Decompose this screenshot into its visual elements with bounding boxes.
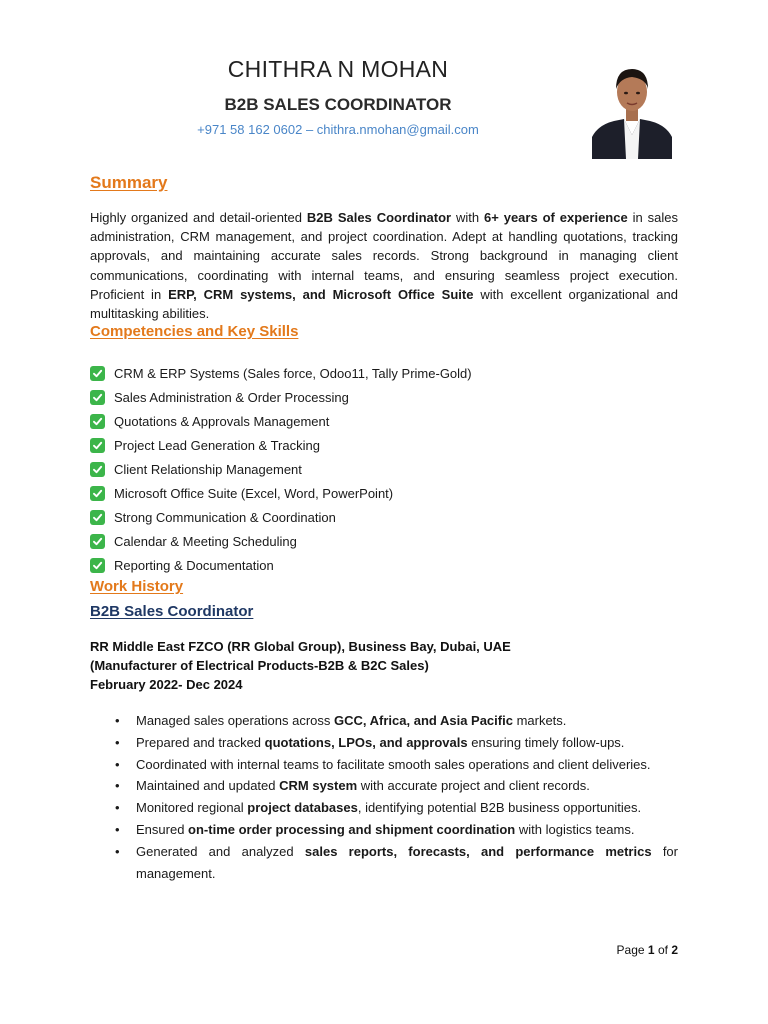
checkmark-icon (90, 534, 105, 549)
contact-line: +971 58 162 0602 – chithra.nmohan@gmail.com (197, 122, 479, 137)
duty-item (112, 754, 678, 776)
summary-heading: Summary (90, 173, 168, 192)
duty-item (112, 775, 678, 797)
summary-paragraph (90, 208, 678, 323)
summary-bold-text: B2B Sales Coordinator (306, 210, 452, 225)
bullet-icon: • (115, 778, 120, 794)
job-title: B2B Sales Coordinator (90, 603, 254, 620)
skill-item (90, 409, 472, 433)
summary-text: Highly organized and detail-oriented (90, 210, 307, 225)
duty-item (112, 797, 678, 819)
skill-item (90, 506, 472, 530)
skill-label: Quotations & Approvals Management (114, 413, 330, 429)
duties-list (112, 710, 678, 884)
skill-label: Client Relationship Management (114, 461, 302, 477)
duty-item (112, 841, 678, 885)
company-note: (Manufacturer of Electrical Products-B2B & B2C Sales) (90, 658, 429, 673)
skill-item (90, 554, 472, 578)
skill-item (90, 433, 472, 457)
bullet-icon: • (115, 756, 120, 772)
duty-text: with accurate project and client records. (357, 778, 590, 794)
duty-item (112, 710, 678, 732)
duty-text: Ensured (136, 821, 189, 837)
profile-photo-illustration (592, 55, 672, 159)
duty-item (112, 819, 678, 841)
duty-text: Maintained and updated (136, 778, 280, 794)
duty-bold-text: on-time order processing and shipment coordination (188, 821, 516, 837)
duty-text: Coordinated with internal teams to facilitate smooth sales operations and client deliveries. (136, 756, 651, 772)
duty-text: , identifying potential B2B business opportunities. (357, 800, 642, 816)
profile-photo (592, 55, 672, 159)
duty-text: Prepared and tracked (136, 734, 265, 750)
duty-text: with logistics teams. (515, 821, 635, 837)
page-number (560, 943, 678, 957)
summary-text: in sales administration, CRM management, and project coordination. Adept at handling quotations, tracking approvals, and maintaining accurate sales records. Strong background in managing client communications, coordinating with internal teams, and ensuring seamless project execution. Proficient in (90, 210, 678, 302)
skill-item (90, 481, 472, 505)
duty-bold-text: CRM system (279, 778, 358, 794)
skill-item (90, 385, 472, 409)
employment-dates: February 2022- Dec 2024 (90, 677, 243, 692)
candidate-role: B2B SALES COORDINATOR (224, 95, 452, 114)
skill-label: CRM & ERP Systems (Sales force, Odoo11, Tally Prime-Gold) (114, 365, 472, 381)
duty-item (112, 732, 678, 754)
skill-label: Microsoft Office Suite (Excel, Word, PowerPoint) (114, 486, 394, 502)
skill-item (90, 457, 472, 481)
page-of-word: of (657, 943, 668, 957)
summary-text: with (451, 210, 484, 225)
bullet-icon: • (115, 800, 120, 816)
page-word: Page (616, 943, 645, 957)
skill-label: Sales Administration & Order Processing (114, 389, 349, 405)
duty-bold-text: project databases (247, 800, 358, 816)
checkmark-icon (90, 438, 105, 453)
skill-label: Reporting & Documentation (114, 558, 274, 574)
bullet-icon: • (115, 713, 120, 728)
page-current: 1 (647, 943, 655, 957)
summary-text: with excellent organizational and multitasking abilities. (90, 286, 678, 322)
work-history-heading: Work History (90, 578, 184, 595)
company-name: RR Middle East FZCO (RR Global Group), Business Bay, Dubai, UAE (90, 639, 511, 654)
duty-text: markets. (512, 713, 567, 728)
checkmark-icon (90, 462, 105, 477)
summary-bold-text: ERP, CRM systems, and Microsoft Office Suite (168, 286, 474, 302)
duty-bold-text: quotations, LPOs, and approvals (264, 734, 468, 750)
company-block (90, 637, 511, 694)
duty-bold-text: GCC, Africa, and Asia Pacific (334, 713, 513, 728)
skills-list (90, 361, 472, 578)
checkmark-icon (90, 558, 105, 573)
duty-text: ensuring timely follow-ups. (467, 734, 625, 750)
bullet-icon: • (115, 734, 120, 750)
duty-text: Generated and analyzed (136, 843, 305, 859)
skill-label: Calendar & Meeting Scheduling (114, 534, 297, 550)
bullet-icon: • (115, 843, 120, 859)
skill-item (90, 530, 472, 554)
summary-bold-text: 6+ years of experience (484, 210, 628, 225)
duty-text: for management. (136, 843, 678, 881)
checkmark-icon (90, 390, 105, 405)
page-total: 2 (671, 943, 678, 957)
checkmark-icon (90, 414, 105, 429)
checkmark-icon (90, 510, 105, 525)
candidate-name: CHITHRA N MOHAN (227, 56, 449, 82)
competencies-heading: Competencies and Key Skills (90, 323, 299, 340)
checkmark-icon (90, 366, 105, 381)
skill-item (90, 361, 472, 385)
skill-label: Project Lead Generation & Tracking (114, 437, 320, 453)
bullet-icon: • (115, 821, 120, 837)
duty-text: Managed sales operations across (136, 713, 335, 728)
duty-bold-text: sales reports, forecasts, and performance metrics (304, 843, 652, 859)
skill-label: Strong Communication & Coordination (114, 510, 336, 526)
checkmark-icon (90, 486, 105, 501)
duty-text: Monitored regional (136, 800, 248, 816)
